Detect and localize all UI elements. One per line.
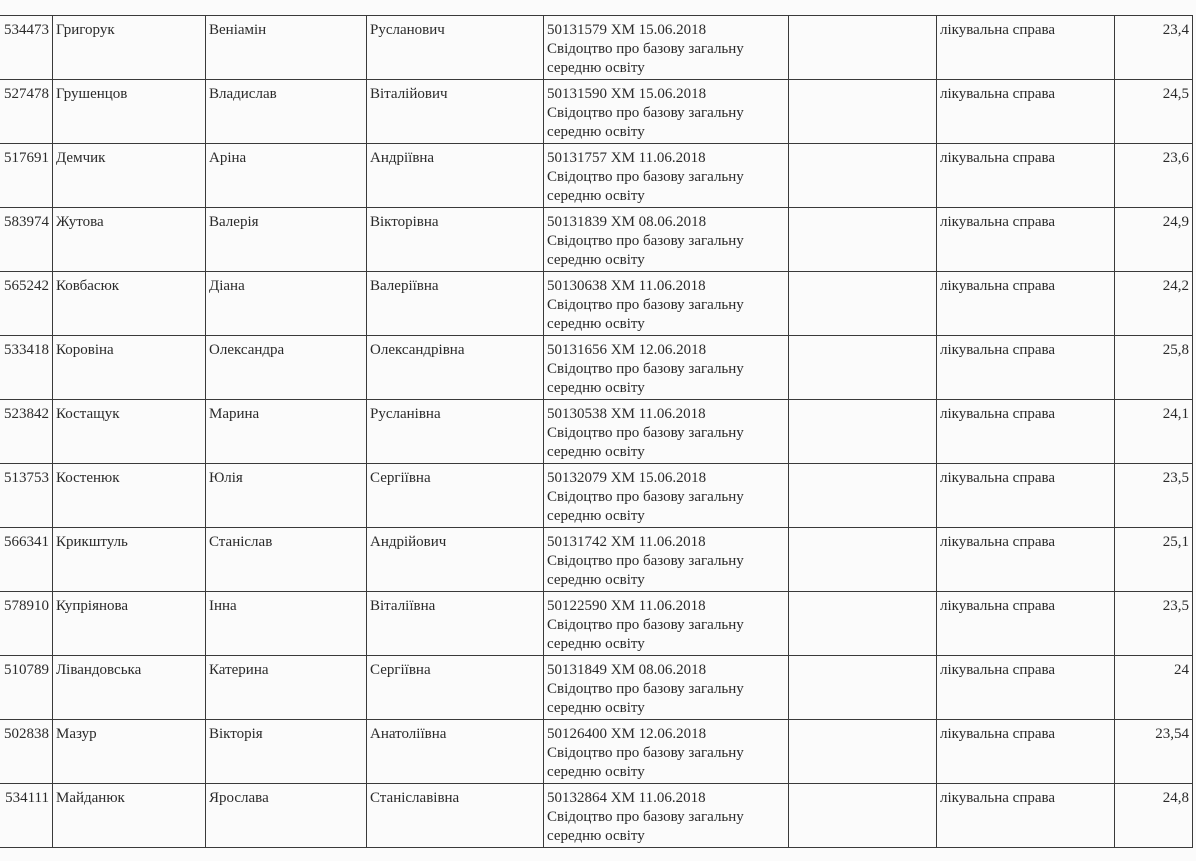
- document-title-line-2: середню освіту: [547, 764, 645, 780]
- first-name-cell: Інна: [206, 592, 367, 656]
- document-number: 50131839 ХМ 08.06.2018: [547, 214, 707, 230]
- patronymic-cell: Олександрівна: [367, 336, 544, 400]
- document-number: 50131757 ХМ 11.06.2018: [547, 150, 706, 166]
- patronymic-cell: Віталійович: [367, 80, 544, 144]
- applicant-id-cell: 513753: [0, 464, 53, 528]
- document-title-line-1: Свідоцтво про базову загальну: [547, 169, 744, 185]
- table-row: [0, 592, 1193, 656]
- document-title-line-2: середню освіту: [547, 188, 645, 204]
- applicant-id-cell: 534473: [0, 16, 53, 80]
- first-name-cell: Вікторія: [206, 720, 367, 784]
- applicant-id-cell: 523842: [0, 400, 53, 464]
- education-document-cell: [544, 272, 789, 336]
- document-number: 50122590 ХМ 11.06.2018: [547, 598, 706, 614]
- last-name-cell: Грушенцов: [53, 80, 206, 144]
- empty-cell: [789, 144, 937, 208]
- document-title-line-2: середню освіту: [547, 60, 645, 76]
- document-number: 50131579 ХМ 15.06.2018: [547, 22, 707, 38]
- specialty-cell: лікувальна справа: [937, 784, 1115, 848]
- first-name-cell: Катерина: [206, 656, 367, 720]
- patronymic-cell: Валеріївна: [367, 272, 544, 336]
- patronymic-cell: Андріївна: [367, 144, 544, 208]
- first-name-cell: Ярослава: [206, 784, 367, 848]
- specialty-cell: лікувальна справа: [937, 656, 1115, 720]
- specialty-cell: лікувальна справа: [937, 80, 1115, 144]
- document-title-line-2: середню освіту: [547, 124, 645, 140]
- table-row: [0, 784, 1193, 848]
- document-title-line-1: Свідоцтво про базову загальну: [547, 41, 744, 57]
- patronymic-cell: Станіславівна: [367, 784, 544, 848]
- first-name-cell: Станіслав: [206, 528, 367, 592]
- patronymic-cell: Русланівна: [367, 400, 544, 464]
- empty-cell: [789, 656, 937, 720]
- last-name-cell: Мазур: [53, 720, 206, 784]
- table-row: [0, 656, 1193, 720]
- specialty-cell: лікувальна справа: [937, 592, 1115, 656]
- first-name-cell: Марина: [206, 400, 367, 464]
- last-name-cell: Лівандовська: [53, 656, 206, 720]
- specialty-cell: лікувальна справа: [937, 464, 1115, 528]
- document-title-line-2: середню освіту: [547, 828, 645, 844]
- last-name-cell: Демчик: [53, 144, 206, 208]
- patronymic-cell: Сергіївна: [367, 464, 544, 528]
- applicant-id-cell: 578910: [0, 592, 53, 656]
- first-name-cell: Владислав: [206, 80, 367, 144]
- empty-cell: [789, 16, 937, 80]
- applicant-id-cell: 517691: [0, 144, 53, 208]
- education-document-cell: [544, 80, 789, 144]
- specialty-cell: лікувальна справа: [937, 144, 1115, 208]
- document-title-line-1: Свідоцтво про базову загальну: [547, 617, 744, 633]
- empty-cell: [789, 336, 937, 400]
- last-name-cell: Майданюк: [53, 784, 206, 848]
- empty-cell: [789, 80, 937, 144]
- applicant-id-cell: 534111: [0, 784, 53, 848]
- score-cell: 25,8: [1115, 336, 1193, 400]
- document-number: 50130638 ХМ 11.06.2018: [547, 278, 706, 294]
- education-document-cell: [544, 784, 789, 848]
- document-title-line-1: Свідоцтво про базову загальну: [547, 425, 744, 441]
- first-name-cell: Валерія: [206, 208, 367, 272]
- empty-cell: [789, 720, 937, 784]
- score-cell: 23,5: [1115, 464, 1193, 528]
- score-cell: 24: [1115, 656, 1193, 720]
- score-cell: 23,4: [1115, 16, 1193, 80]
- table-row: [0, 400, 1193, 464]
- document-number: 50130538 ХМ 11.06.2018: [547, 406, 706, 422]
- applicant-id-cell: 565242: [0, 272, 53, 336]
- applicant-id-cell: 533418: [0, 336, 53, 400]
- table-row: [0, 80, 1193, 144]
- last-name-cell: Костенюк: [53, 464, 206, 528]
- empty-cell: [789, 592, 937, 656]
- last-name-cell: Коровіна: [53, 336, 206, 400]
- score-cell: 23,54: [1115, 720, 1193, 784]
- specialty-cell: лікувальна справа: [937, 272, 1115, 336]
- score-cell: 24,8: [1115, 784, 1193, 848]
- table-row: [0, 144, 1193, 208]
- document-number: 50131656 ХМ 12.06.2018: [547, 342, 707, 358]
- specialty-cell: лікувальна справа: [937, 336, 1115, 400]
- patronymic-cell: Русланович: [367, 16, 544, 80]
- empty-cell: [789, 528, 937, 592]
- score-cell: 24,5: [1115, 80, 1193, 144]
- document-title-line-1: Свідоцтво про базову загальну: [547, 553, 744, 569]
- document-title-line-2: середню освіту: [547, 444, 645, 460]
- document-title-line-1: Свідоцтво про базову загальну: [547, 233, 744, 249]
- applicant-id-cell: 566341: [0, 528, 53, 592]
- education-document-cell: [544, 656, 789, 720]
- document-title-line-2: середню освіту: [547, 316, 645, 332]
- table-row: [0, 208, 1193, 272]
- document-number: 50126400 ХМ 12.06.2018: [547, 726, 707, 742]
- table-row: [0, 720, 1193, 784]
- score-cell: 24,2: [1115, 272, 1193, 336]
- patronymic-cell: Віталіївна: [367, 592, 544, 656]
- table-row: [0, 272, 1193, 336]
- education-document-cell: [544, 464, 789, 528]
- applicant-id-cell: 510789: [0, 656, 53, 720]
- patronymic-cell: Вікторівна: [367, 208, 544, 272]
- last-name-cell: Купріянова: [53, 592, 206, 656]
- document-title-line-1: Свідоцтво про базову загальну: [547, 361, 744, 377]
- education-document-cell: [544, 208, 789, 272]
- document-number: 50131742 ХМ 11.06.2018: [547, 534, 706, 550]
- document-number: 50131590 ХМ 15.06.2018: [547, 86, 707, 102]
- document-title-line-1: Свідоцтво про базову загальну: [547, 489, 744, 505]
- empty-cell: [789, 272, 937, 336]
- table-row: [0, 16, 1193, 80]
- first-name-cell: Юлія: [206, 464, 367, 528]
- first-name-cell: Олександра: [206, 336, 367, 400]
- first-name-cell: Діана: [206, 272, 367, 336]
- empty-cell: [789, 464, 937, 528]
- education-document-cell: [544, 336, 789, 400]
- table-row: [0, 464, 1193, 528]
- table-row: [0, 336, 1193, 400]
- applicant-id-cell: 502838: [0, 720, 53, 784]
- document-title-line-1: Свідоцтво про базову загальну: [547, 809, 744, 825]
- score-cell: 23,6: [1115, 144, 1193, 208]
- education-document-cell: [544, 16, 789, 80]
- document-title-line-1: Свідоцтво про базову загальну: [547, 105, 744, 121]
- first-name-cell: Веніамін: [206, 16, 367, 80]
- score-cell: 23,5: [1115, 592, 1193, 656]
- document-title-line-1: Свідоцтво про базову загальну: [547, 745, 744, 761]
- last-name-cell: Крикштуль: [53, 528, 206, 592]
- document-title-line-2: середню освіту: [547, 252, 645, 268]
- first-name-cell: Аріна: [206, 144, 367, 208]
- education-document-cell: [544, 592, 789, 656]
- applicant-id-cell: 527478: [0, 80, 53, 144]
- document-title-line-1: Свідоцтво про базову загальну: [547, 297, 744, 313]
- document-title-line-2: середню освіту: [547, 700, 645, 716]
- empty-cell: [789, 208, 937, 272]
- empty-cell: [789, 784, 937, 848]
- document-number: 50131849 ХМ 08.06.2018: [547, 662, 707, 678]
- patronymic-cell: Анатоліївна: [367, 720, 544, 784]
- specialty-cell: лікувальна справа: [937, 720, 1115, 784]
- applicant-table-body: [0, 16, 1193, 848]
- specialty-cell: лікувальна справа: [937, 16, 1115, 80]
- patronymic-cell: Сергіївна: [367, 656, 544, 720]
- specialty-cell: лікувальна справа: [937, 208, 1115, 272]
- score-cell: 25,1: [1115, 528, 1193, 592]
- education-document-cell: [544, 400, 789, 464]
- document-number: 50132079 ХМ 15.06.2018: [547, 470, 707, 486]
- specialty-cell: лікувальна справа: [937, 528, 1115, 592]
- last-name-cell: Жутова: [53, 208, 206, 272]
- last-name-cell: Ковбасюк: [53, 272, 206, 336]
- last-name-cell: Костащук: [53, 400, 206, 464]
- score-cell: 24,1: [1115, 400, 1193, 464]
- last-name-cell: Григорук: [53, 16, 206, 80]
- document-title-line-2: середню освіту: [547, 380, 645, 396]
- applicant-id-cell: 583974: [0, 208, 53, 272]
- patronymic-cell: Андрійович: [367, 528, 544, 592]
- specialty-cell: лікувальна справа: [937, 400, 1115, 464]
- document-title-line-1: Свідоцтво про базову загальну: [547, 681, 744, 697]
- table-row: [0, 528, 1193, 592]
- education-document-cell: [544, 720, 789, 784]
- applicant-table: [0, 15, 1193, 848]
- document-title-line-2: середню освіту: [547, 572, 645, 588]
- document-title-line-2: середню освіту: [547, 636, 645, 652]
- document-title-line-2: середню освіту: [547, 508, 645, 524]
- empty-cell: [789, 400, 937, 464]
- education-document-cell: [544, 528, 789, 592]
- education-document-cell: [544, 144, 789, 208]
- document-number: 50132864 ХМ 11.06.2018: [547, 790, 706, 806]
- score-cell: 24,9: [1115, 208, 1193, 272]
